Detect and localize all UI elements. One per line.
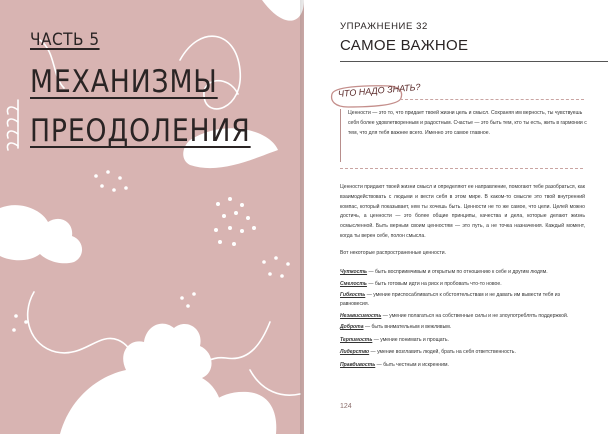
value-item xyxy=(340,312,585,321)
value-term: Доброта xyxy=(340,323,364,330)
value-description: — быть внимательным и вежливым. xyxy=(363,323,452,330)
value-description: — умение полагаться на собственные силы и не злоупотреблять поддержкой. xyxy=(381,312,569,319)
values-paragraph: Ценности придают твоей жизни смысл и определяют ее направление, помогают тебе разобраться, как взаимодействовать с людьми и вести себя в этом мире. В каком-то смысле это твой внутренний компас, который показывает, кем ты хочешь быть. Ценности не то же самое, что цели. Целей можно достичь, а ценности — это более общие принципы, качества и дела, которые делают жизнь осмысленной. Быть верным своим ценностям — это путь, а не точка назначения. Каждый момент, когда ты верен себе, полон смысла. xyxy=(340,184,585,239)
value-term: Терпимость xyxy=(340,336,373,343)
value-item xyxy=(340,291,585,309)
page-number: 124 xyxy=(340,403,352,410)
badge-divider xyxy=(400,99,584,100)
value-term: Независимость xyxy=(340,312,382,319)
chapter-title-line2: ПРЕОДОЛЕНИЯ xyxy=(30,113,251,149)
definition-box xyxy=(340,109,591,162)
exercise-number: УПРАЖНЕНИЕ 32 xyxy=(340,21,428,32)
value-item xyxy=(340,321,585,334)
badge-label: ЧТО НАДО ЗНАТЬ? xyxy=(337,81,421,99)
value-item xyxy=(340,278,585,291)
value-description: — умение приспосабливаться к обстоятельствам и не давать им вывести тебя из равновесия. xyxy=(340,291,560,307)
values-intro: Вот некоторые распространенные ценности. xyxy=(340,249,447,256)
value-term: Смелость xyxy=(340,281,367,288)
value-item xyxy=(340,266,585,279)
values-list xyxy=(340,266,585,372)
value-description: — быть честным и искренним. xyxy=(375,362,449,369)
value-description: — быть готовым идти на риск и пробовать что-то новое. xyxy=(366,281,502,288)
value-item xyxy=(340,359,585,372)
part-label: ЧАСТЬ 5 xyxy=(30,30,100,50)
title-divider xyxy=(340,61,608,62)
value-description: — умение понимать и прощать. xyxy=(372,336,449,343)
exercise-title: САМОЕ ВАЖНОЕ xyxy=(340,37,469,54)
value-term: Правдивость xyxy=(340,362,376,369)
value-term: Гибкость xyxy=(340,291,366,298)
box-divider xyxy=(340,168,583,169)
value-term: Чуткость xyxy=(340,268,368,275)
definition-text: Ценности — это то, что придает твоей жизни цель и смысл. Сохраняя им верность, ты чувствуешь себя более удовлетворенным и радостным. Счастье — это быть тем, кто ты есть, жить в гармонии с тем, что для тебя важнее всего. Именно это самое главное. xyxy=(348,110,587,136)
right-page xyxy=(304,0,608,434)
chapter-title-line1: МЕХАНИЗМЫ xyxy=(30,64,218,100)
value-description: — умение возглавить людей, брать на себя ответственность. xyxy=(369,349,516,356)
value-term: Лидерство xyxy=(340,349,370,356)
value-description: — быть восприимчивым и открытым по отношению к себе и другим людям. xyxy=(367,268,548,275)
value-item xyxy=(340,346,585,359)
main-text xyxy=(340,183,585,372)
value-item xyxy=(340,334,585,347)
